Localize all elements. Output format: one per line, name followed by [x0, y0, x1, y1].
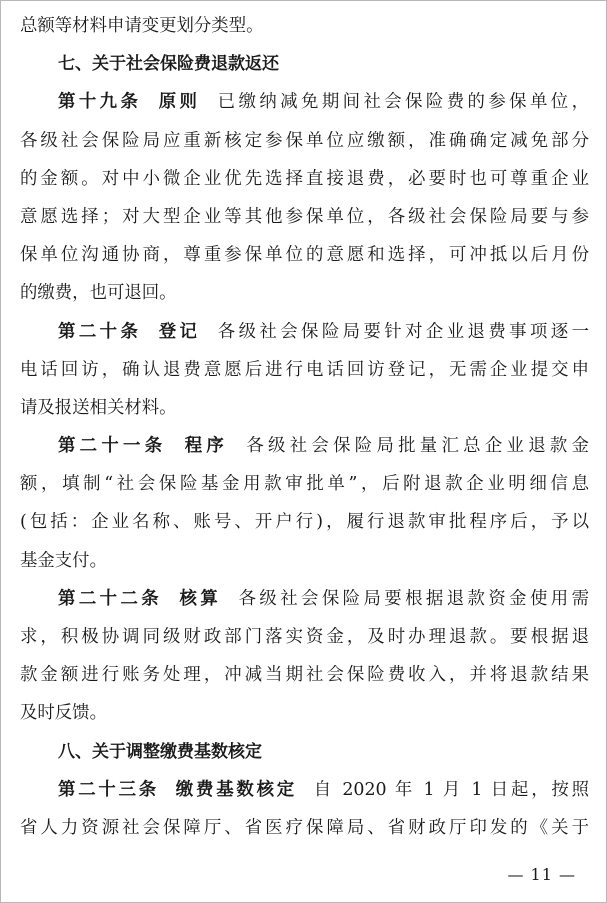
article-21-title: 程序 [180, 436, 229, 457]
article-21-first-line [20, 427, 589, 465]
article-22-first-line [20, 580, 589, 618]
article-22-title: 核算 [176, 588, 222, 609]
text-line: 的金额。对中小微企业优先选择直接退费，必要时也可尊重企业 [20, 168, 589, 189]
text-line: 意愿选择；对大型企业等其他参保单位，各级社会保险局要与参 [20, 206, 589, 227]
article-19-first-line [20, 83, 589, 121]
article-19-label: 第十九条 [58, 92, 142, 113]
text-line: 款金额进行账务处理，冲减当期社会保险费收入，并将退款结果 [20, 665, 589, 686]
text-line: 保单位沟通协商，尊重参保单位的意愿和选择，可冲抵以后月份 [20, 245, 589, 266]
text-line: (包括：企业名称、账号、开户行)，履行退款审批程序后，予以 [20, 512, 589, 533]
document-body [20, 7, 589, 847]
article-22-text: 各级社会保险局要根据退款资金使用需 [235, 588, 589, 609]
text-line: 基金支付。 [20, 550, 107, 571]
text-line: 额，填制“社会保险基金用款审批单”，后附退款企业明细信息 [20, 474, 589, 495]
section-heading-8: 八、关于调整缴费基数核定 [58, 741, 262, 762]
article-20-title: 登记 [155, 321, 201, 342]
article-20-text: 各级社会保险局要针对企业退费事项逐一 [214, 321, 589, 342]
article-20-label: 第二十条 [58, 321, 142, 342]
section-heading-7: 七、关于社会保险费退款返还 [58, 54, 279, 75]
article-20-first-line [20, 313, 589, 351]
text-line: 求，积极协调同级财政部门落实资金，及时办理退款。要根据退 [20, 627, 589, 647]
text-line: 电话回访，确认退费意愿后进行电话回访登记，无需企业提交申 [20, 359, 589, 380]
text-line: 及时反馈。 [20, 703, 107, 724]
article-23-title: 缴费基数核定 [173, 779, 297, 800]
article-21-text: 各级社会保险局批量汇总企业退款金 [242, 436, 589, 457]
article-23-first-line [20, 771, 589, 809]
page-number: — 11 — [507, 865, 576, 884]
text-line: 的缴费，也可退回。 [20, 283, 177, 304]
text-line: 省人力资源社会保障厅、省医疗保障局、省财政厅印发的《关于 [20, 817, 589, 838]
article-23-text: 自 2020 年 1 月 1 日起，按照 [311, 779, 589, 800]
article-19-text: 已缴纳减免期间社会保险费的参保单位， [214, 92, 589, 113]
text-line: 各级社会保险局应重新核定参保单位应缴额，准确确定减免部分 [20, 130, 589, 151]
text-line: 请及报送相关材料。 [20, 397, 177, 418]
text-line: 总额等材料申请变更划分类型。 [20, 16, 264, 36]
article-23-label: 第二十三条 [58, 779, 159, 800]
article-22-label: 第二十二条 [58, 588, 163, 609]
article-19-title: 原则 [155, 92, 201, 113]
article-21-label: 第二十一条 [58, 436, 167, 457]
